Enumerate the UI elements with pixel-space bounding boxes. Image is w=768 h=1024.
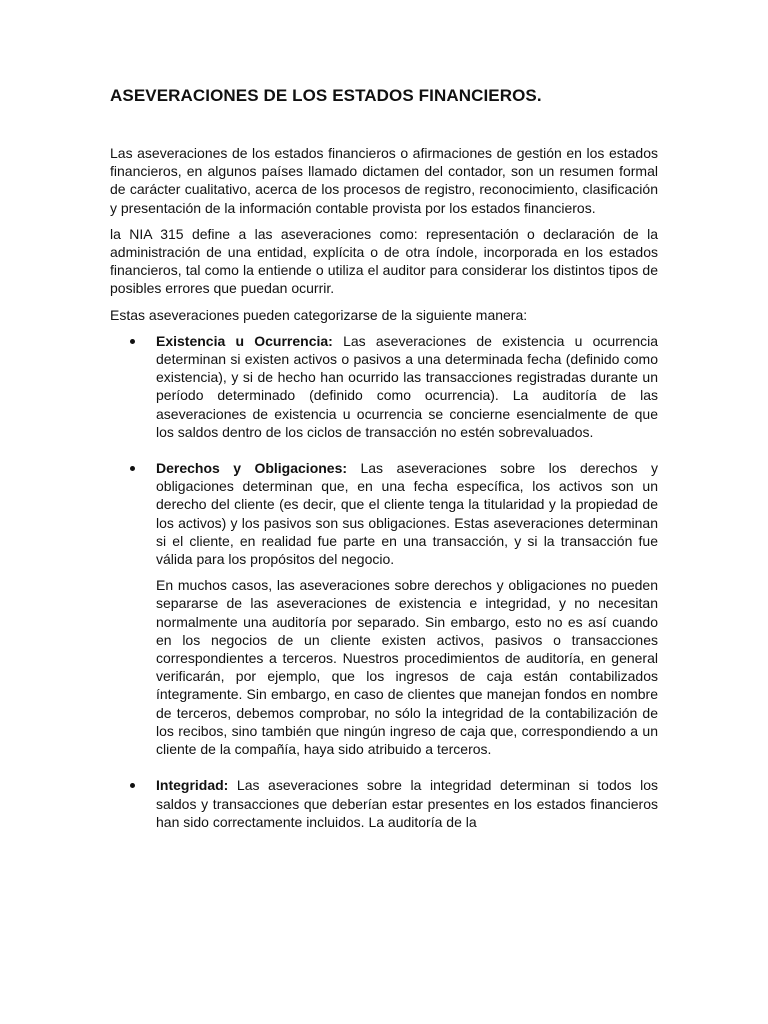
list-item-rights — [110, 459, 658, 758]
item-term: Derechos y Obligaciones: — [156, 460, 348, 477]
item-extra-paragraph: En muchos casos, las aseveraciones sobre derechos y obligaciones no pueden separarse de las aseveraciones de existencia e integridad, y no necesitan normalmente una auditoría por separado. Sin embargo, esto no es así cuando en los negocios de un cliente existen activos, pasivos o transacciones correspondientes a terceros. Nuestros procedimientos de auditoría, en general verificarán, por ejemplo, que los ingresos de caja están contabilizados íntegramente. Sin embargo, en caso de clientes que manejan fondos en nombre de terceros, debemos comprobar, no sólo la integridad de la contabilización de los recibos, sino también que ningún ingreso de caja que, correspondiendo a un cliente de la compañía, haya sido atribuido a terceros. — [156, 577, 658, 758]
item-text — [156, 332, 658, 441]
item-term: Integridad: — [156, 777, 229, 794]
item-text — [156, 459, 658, 568]
intro-paragraph: Las aseveraciones de los estados financieros o afirmaciones de gestión en los estados financieros, en algunos países llamado dictamen del contador, son un resumen formal de carácter cualitativo, acerca de los procesos de registro, reconocimiento, clasificación y presentación de la información contable provista por los estados financieros. — [110, 145, 658, 216]
item-term: Existencia u Ocurrencia: — [156, 332, 333, 349]
bullet-icon — [130, 339, 135, 344]
item-description: Las aseveraciones sobre la integridad determinan si todos los saldos y transacciones que deberían estar presentes en los estados financieros han sido correctamente incluidos. La auditoría de la — [156, 777, 659, 830]
item-description: Las aseveraciones sobre los derechos y obligaciones determinan que, en una fecha específica, los activos son un derecho del cliente (es decir, que el cliente tenga la titularidad y la propiedad de los activos) y los pasivos son sus obligaciones. Estas aseveraciones determinan si el cliente, en realidad fue parte en una transacción, y si la transacción fue válida para los propósitos del negocio. — [156, 460, 658, 568]
bullet-icon — [130, 466, 135, 471]
list-item-integrity — [110, 776, 658, 831]
nia-paragraph: la NIA 315 define a las aseveraciones como: representación o declaración de la administración de una entidad, explícita o de otra índole, incorporada en los estados financieros, tal como la entiende o utiliza el auditor para considerar los distintos tipos de posibles errores que puedan ocurrir. — [110, 225, 658, 297]
document-body — [110, 144, 658, 849]
assertions-list — [110, 332, 658, 831]
document-title: ASEVERACIONES DE LOS ESTADOS FINANCIEROS. — [110, 86, 542, 105]
item-description: Las aseveraciones de existencia u ocurrencia determinan si existen activos o pasivos a una determinada fecha (definido como existencia), y si de hecho han ocurrido las transacciones registradas durante un período determinado (definido como ocurrencia). La auditoría de las aseveraciones de existencia u ocurrencia se concierne esencialmente de que los saldos dentro de los ciclos de transacción no estén sobrevaluados. — [156, 332, 659, 440]
categories-intro: Estas aseveraciones pueden categorizarse de la siguiente manera: — [110, 306, 528, 323]
bullet-icon — [130, 783, 135, 788]
list-item-existence — [110, 332, 658, 441]
item-text — [156, 776, 658, 831]
